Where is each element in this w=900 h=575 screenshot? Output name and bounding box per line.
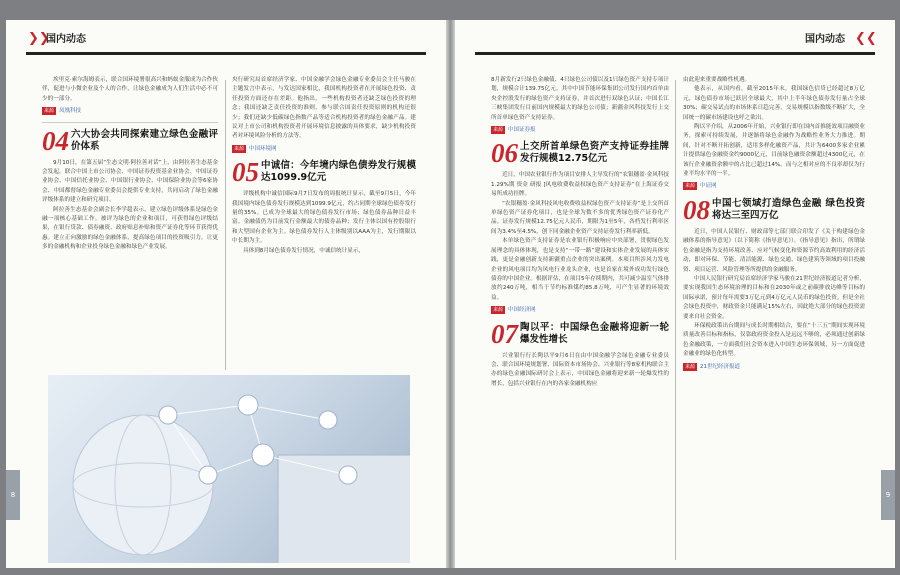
article-05-p2: 具体到8月绿色债券发行情况，中诚信统计显示，	[243, 247, 365, 254]
right-column-2	[683, 76, 865, 377]
article-number: 06	[491, 138, 518, 169]
col2-p1: 他表示，从国内看，截至2015年末，我国绿色信贷已经超过8万亿元，绿色债券市场已跃居全球最大，其中上半年绿色债券发行量占全球30%；碳交易试点的市场体系日趋完善，交易规模以指数级不断扩大，全国统一的碳市场建设也呼之欲出。	[683, 86, 865, 121]
section-header: 国内动态	[805, 34, 845, 45]
network-graphic	[48, 375, 410, 563]
source-line: 来源 中国经济网	[493, 307, 536, 314]
intro-paragraph: 埃里克·索尔海姆表示，联合国环境署很高兴和蚂蚁金服成为合作伙伴，促进与小微企业及个人的合作，让绿色金融成为人们生活中必不可少的一部分。	[42, 77, 218, 102]
article-title: 陶以平：中国绿色金融将迎新一轮爆发性增长	[520, 321, 669, 345]
person-node-icon	[339, 466, 357, 484]
right-column-1	[491, 76, 669, 389]
continued-text: 由此迎来重要战略性机遇。	[683, 77, 751, 83]
source-line: 来源 凤凰科技	[44, 108, 82, 115]
chevron-icon: ❮❮	[855, 31, 877, 46]
article-04-p2: 阿拉善生态基金会副会长李学超表示，建立绿色评级体系是绿色金融一项核心基础工作。被评为绿色的企业和项目，可获得绿色评级结果，在银行贷款、债券融资、政府贴息补贴和资产证券化等环节获得优惠。建立正向激励的绿色金融体系，提高绿色项目的投资吸引力，让更多的金融机构和企业投身绿色金融和绿色产业发展。	[42, 206, 218, 251]
section-header: 国内动态	[46, 34, 86, 45]
article-08-p1: 近日，中国人民银行、财政部等七部门联合印发了《关于构建绿色金融体系的指导意见》（以下简称《指导意见》）。《指导意见》指出，所谓绿色金融是指为支持环境改善、应对气候变化和资源节约高效利用的经济活动，即对环保、节能、清洁能源、绿色交通、绿色建筑等领域的项目投融资、项目运营、风险管理等所提供的金融服务。	[683, 228, 865, 273]
header-rule	[475, 52, 875, 55]
source-line: 来源 中国证券报	[493, 127, 536, 134]
column-divider	[225, 80, 226, 370]
article-05-p1: 评级机构中诚信国际9月7日发布的周报统计显示，截至9月5日，今年我国境内绿色债券发行规模达到1099.9亿元，约占同期全球绿色债券发行量的35%。已成为全球最大的绿色债券发行市场；绿色债券品种日益丰富。金融债仍为目前发行金额最大的债券品种；发行主体以国有控股银行和大型国有企业为主。绿色债券发行人主体级别以AAA为主，发行期限以中长期为主。	[232, 191, 416, 245]
source-line: 来源 21世纪经济报道	[685, 363, 741, 370]
article-08-p3: 环保税政策出台期间与成长时期相结合，要在“十三五”期间实现环境质量改善目标和指标，仅靠政府资金投入是远远不够的，必须通过创新绿色金融政策，一方面我们社会资本进入中国生态环保领域，另一方面促进金融业的绿色化转型。	[683, 322, 865, 358]
source-line: 来源 中国环境网	[234, 145, 277, 152]
article-05-heading	[232, 157, 416, 188]
article-06-heading	[491, 138, 669, 169]
page-number: 8	[6, 470, 20, 520]
header-rule	[26, 52, 426, 55]
article-number: 05	[232, 157, 259, 188]
chevron-icon: ❯❯	[28, 31, 50, 46]
person-node-icon	[238, 395, 258, 415]
right-page	[455, 20, 895, 568]
left-page	[6, 20, 446, 568]
article-number: 04	[42, 125, 69, 156]
article-06-p2: “农银穗盈·金风科技风电收费收益权绿色资产支持证券”是上交所首单绿色资产证券化项目，也是全球为数不多的优秀绿色资产证券化产品。证券发行规模12.75亿元人民币，期限为1至5年，各档发行利率区间为3.4%至4.5%，创下同金融企业资产支持证券发行利率新低。	[491, 200, 669, 235]
book-spine	[446, 20, 455, 568]
source-line: 来源 中证网	[685, 183, 717, 190]
article-06-p3: 本单绿色资产支持证券是农业银行积极响应中央部署，贯彻绿色发展理念的具体体现，也是支持“一带一路”建设和实体企业发展的具体实践，更是金融创新支持新疆重点企业的突出案例。本项目所涉风力发电企业的风电项目均为风电行业龙头企业，也是首家在境外成功发行绿色债券的中国企业。根据评估，在项目5年存续期内，共可减少温室气体排放约240万吨，相当于节约标准煤约85.8万吨，可产生显著的环境效益。	[491, 238, 669, 301]
left-column-2	[232, 76, 416, 256]
article-08-p2: 中国人民银行研究局首席经济学家马骏在21世纪经济报道记者分析，要实现我国生态环境治理的目标和在2030年或之前碳排放达峰等目标的国际承诺，预计每年需要3万亿元到4万亿元人民币的绿色投资。但是全社会绿色投资中，财政资金只能满足15%左右，因此绝大部分的绿色投资需要来自社会资金。	[683, 275, 865, 320]
article-title: 上交所首单绿色资产支持证券挂牌 发行规模12.75亿元	[520, 141, 669, 165]
person-node-icon	[319, 411, 337, 429]
person-node-icon	[159, 406, 177, 424]
article-07-p1: 兴业银行行长陶以平9月6日在由中国金融学会绿色金融专业委员会、联合国环境规划署、国际资本市场协会、兴业银行等8家机构联合主办的绿色金融国际研讨会上表示，中国绿色金融将迎来新一轮爆发性的增长，包括兴业银行在内的各家金融机构应	[491, 352, 669, 387]
left-column-1	[42, 76, 218, 253]
article-06-p1: 近日，中国农业银行作为项目安排人主导发行的“农银穗盈·金风科技1.29%期 资金 研报 ]风电收费收益权绿色资产支持证券”在上海证券交易所成功挂牌。	[491, 172, 669, 198]
column-divider	[675, 80, 676, 560]
article-04-p3: 央行研究局首席经济学家、中国金融学会绿色金融专业委员会主任马骏在主题发言中表示，与发达国家相比，我国机构投资者在开展绿色投资、责任投资方面还存在差距。他指出，一些机构投资者还缺乏绿色投资的理念；我国还缺乏责任投资的准则，参与联合国责任投资原则的机构还很少；我们还缺少低碳绿色指数产品等适合机构投资者的绿色金融产品。建议对上市公司和机构投资者开展环境信息披露的具体要求，缺少机构投资者对环境风险分析的方法等。	[232, 77, 416, 140]
col2-p2: 陶以平介绍，从2006年开始，兴业银行即在国内首推能效项目融资业务，探索可持续发展，并逐渐将绿色金融作为战略性业务大力推进。期间，针对不断开拓创新，适用多样化融资产品，共计为6400多家企业累计提供绿色金融资金约9000亿元，目前绿色融资余额超过4300亿元，在该行企业融资余额中的占比已超过14%。而与之相对应的不良率却仅为行业平均水平的一半。	[683, 124, 865, 178]
article-title: 中诚信：今年境内绿色债券发行规模达1099.9亿元	[261, 160, 416, 184]
globe-shape	[73, 415, 213, 555]
article-number: 08	[683, 194, 710, 225]
page-number: 9	[881, 470, 895, 520]
global-network-illustration	[48, 375, 410, 563]
person-node-icon	[199, 466, 217, 484]
article-title: 中国七领域打造绿色金融 绿色投资将达三至四万亿	[712, 197, 865, 221]
article-08-heading	[683, 194, 865, 225]
article-number: 07	[491, 318, 518, 349]
article-04-p1: 9月10日，在第五届“生态文明·阿拉善对话”上，由阿拉善生态基金会发起，联合中国上市公司协会、中国证券投资基金业协会、中国证券业协会、中国信托业协会、中国银行业协会、中国保险业协会等6家协会、中国都督绿色金融专业委员会提供专业支持，共同启动了绿色金融评级体系的建立和研究项目。	[42, 159, 218, 204]
article-title: 六大协会共同探索建立绿色金融评价体系	[71, 128, 218, 152]
article-divider	[42, 122, 218, 123]
intro-paragraph: 8月新发行2只绿色金融债、4只绿色公司债以及1只绿色资产支持专项计划，规模合计139.75亿元。其中中国节能环保集团公司发行国内首单由央企控股发行的绿色资产支持证券，并首次进行双绿色认证；中国长江三峡集团发行目前国内规模最大的绿色公司债；新疆金风科技发行上交所首单绿色资产支持证券。	[491, 77, 669, 121]
person-node-icon	[252, 444, 274, 466]
article-07-heading	[491, 318, 669, 349]
article-04-heading	[42, 125, 218, 156]
